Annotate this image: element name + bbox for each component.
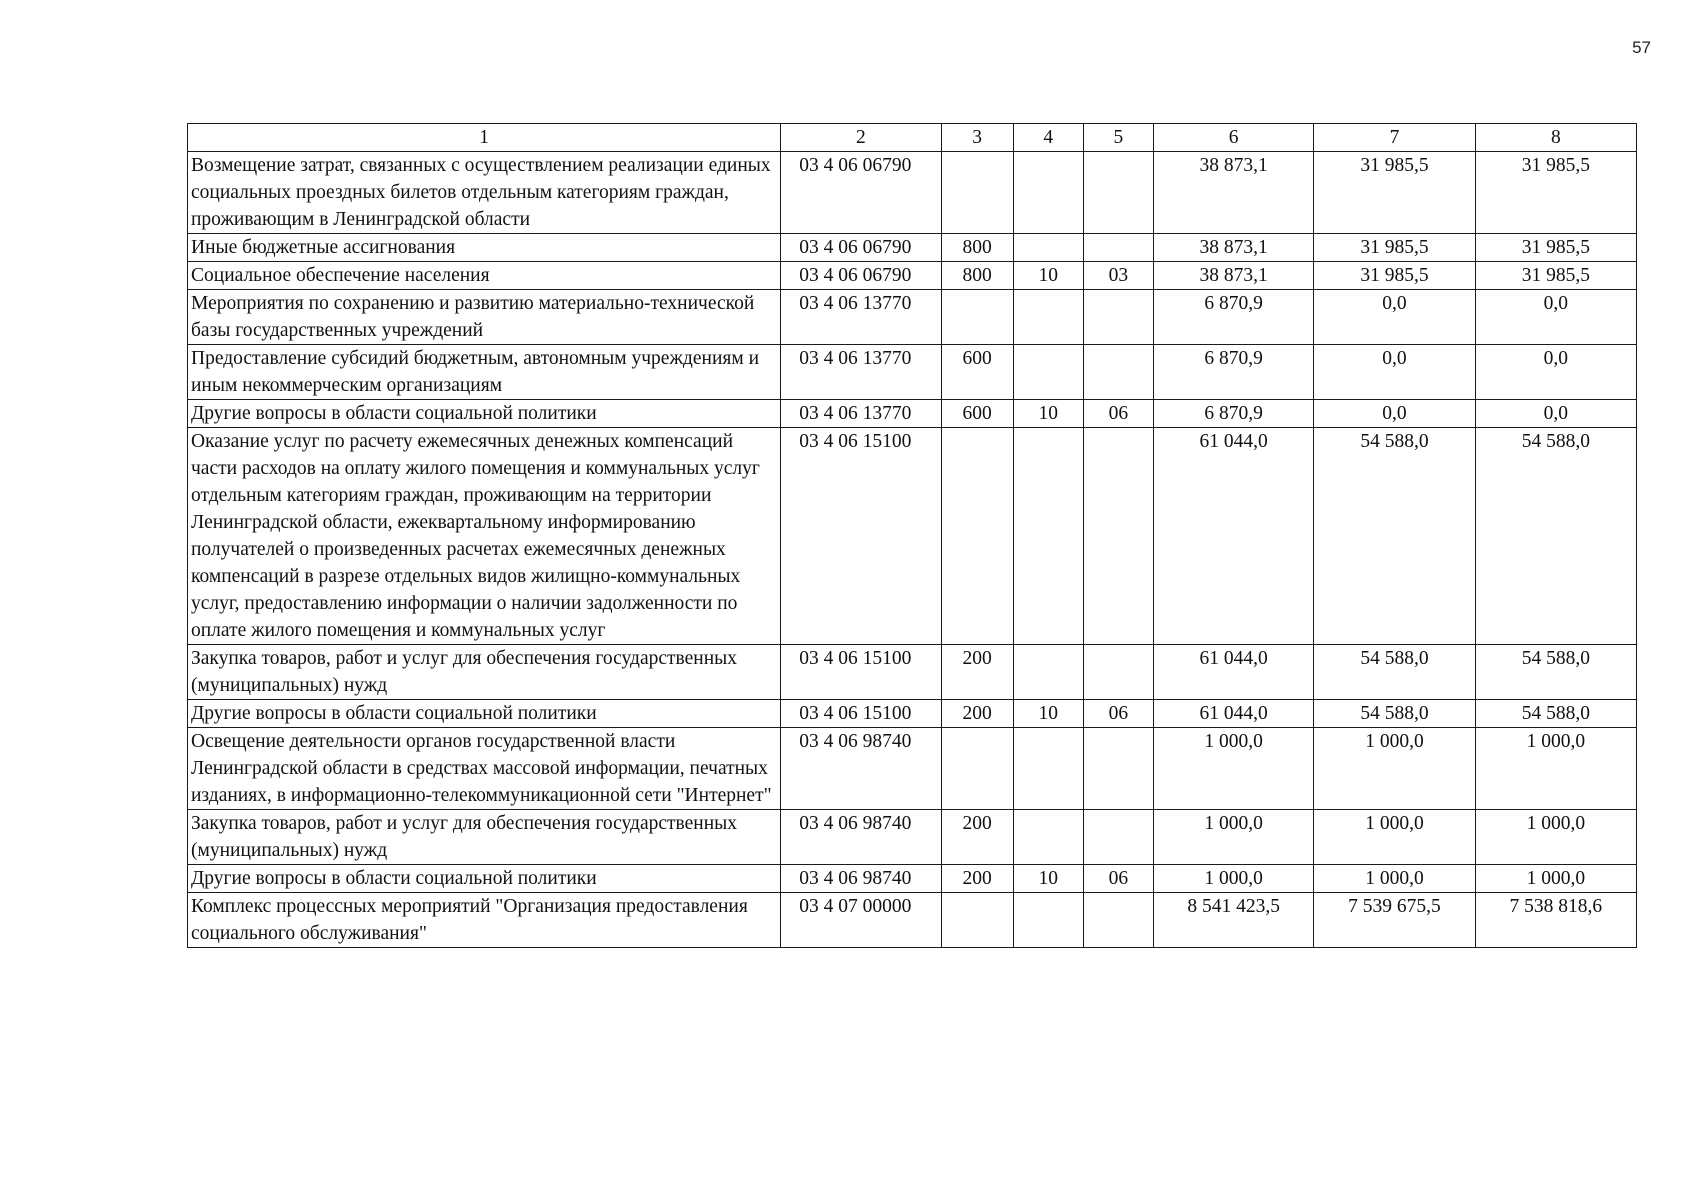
row-target-code: 03 4 07 00000 bbox=[781, 893, 941, 948]
row-target-code: 03 4 06 06790 bbox=[781, 152, 941, 234]
row-subsection bbox=[1083, 428, 1153, 645]
row-amount-6: 61 044,0 bbox=[1153, 428, 1313, 645]
table-row bbox=[188, 700, 1637, 728]
row-amount-6: 38 873,1 bbox=[1153, 262, 1313, 290]
row-target-code: 03 4 06 98740 bbox=[781, 810, 941, 865]
table-row bbox=[188, 810, 1637, 865]
row-name: Социальное обеспечение населения bbox=[188, 262, 781, 290]
row-amount-7: 0,0 bbox=[1314, 345, 1475, 400]
row-name: Комплекс процессных мероприятий "Организация предоставления социального обслуживания" bbox=[188, 893, 781, 948]
row-section: 10 bbox=[1013, 700, 1083, 728]
row-amount-7: 0,0 bbox=[1314, 400, 1475, 428]
row-subsection bbox=[1083, 728, 1153, 810]
row-subsection: 06 bbox=[1083, 400, 1153, 428]
row-amount-6: 6 870,9 bbox=[1153, 290, 1313, 345]
row-subsection bbox=[1083, 345, 1153, 400]
row-amount-7: 31 985,5 bbox=[1314, 234, 1475, 262]
row-expense-type: 600 bbox=[941, 400, 1013, 428]
row-amount-7: 7 539 675,5 bbox=[1314, 893, 1475, 948]
table-row bbox=[188, 865, 1637, 893]
row-amount-8: 54 588,0 bbox=[1475, 645, 1636, 700]
column-header: 6 bbox=[1153, 124, 1313, 152]
row-amount-8: 0,0 bbox=[1475, 345, 1636, 400]
row-amount-8: 1 000,0 bbox=[1475, 865, 1636, 893]
row-target-code: 03 4 06 06790 bbox=[781, 234, 941, 262]
row-amount-6: 1 000,0 bbox=[1153, 865, 1313, 893]
row-amount-7: 54 588,0 bbox=[1314, 645, 1475, 700]
row-amount-8: 7 538 818,6 bbox=[1475, 893, 1636, 948]
row-subsection bbox=[1083, 234, 1153, 262]
row-expense-type bbox=[941, 428, 1013, 645]
row-amount-8: 1 000,0 bbox=[1475, 728, 1636, 810]
row-target-code: 03 4 06 15100 bbox=[781, 428, 941, 645]
row-amount-7: 31 985,5 bbox=[1314, 152, 1475, 234]
row-section bbox=[1013, 810, 1083, 865]
row-amount-8: 54 588,0 bbox=[1475, 428, 1636, 645]
table-row bbox=[188, 290, 1637, 345]
row-name: Другие вопросы в области социальной политики bbox=[188, 700, 781, 728]
row-section bbox=[1013, 234, 1083, 262]
column-header: 3 bbox=[941, 124, 1013, 152]
row-subsection bbox=[1083, 893, 1153, 948]
row-name: Оказание услуг по расчету ежемесячных денежных компенсаций части расходов на оплату жилого помещения и коммунальных услуг отдельным категориям граждан, проживающим на территории Ленинградской области, ежеквартальному информированию получателей о произведенных расчетах ежемесячных денежных компенсаций в разрезе отдельных видов жилищно-коммунальных услуг, предоставлению информации о наличии задолженности по оплате жилого помещения и коммунальных услуг bbox=[188, 428, 781, 645]
table-row bbox=[188, 345, 1637, 400]
table-row bbox=[188, 645, 1637, 700]
row-name: Закупка товаров, работ и услуг для обеспечения государственных (муниципальных) нужд bbox=[188, 645, 781, 700]
row-section bbox=[1013, 428, 1083, 645]
row-target-code: 03 4 06 98740 bbox=[781, 865, 941, 893]
row-subsection bbox=[1083, 290, 1153, 345]
row-expense-type bbox=[941, 290, 1013, 345]
page-number: 57 bbox=[1632, 38, 1651, 57]
row-target-code: 03 4 06 15100 bbox=[781, 645, 941, 700]
row-amount-7: 54 588,0 bbox=[1314, 700, 1475, 728]
row-name: Другие вопросы в области социальной политики bbox=[188, 865, 781, 893]
row-name: Другие вопросы в области социальной политики bbox=[188, 400, 781, 428]
row-amount-6: 38 873,1 bbox=[1153, 152, 1313, 234]
row-target-code: 03 4 06 13770 bbox=[781, 400, 941, 428]
row-amount-8: 0,0 bbox=[1475, 400, 1636, 428]
row-expense-type bbox=[941, 728, 1013, 810]
row-amount-8: 0,0 bbox=[1475, 290, 1636, 345]
row-target-code: 03 4 06 98740 bbox=[781, 728, 941, 810]
row-amount-7: 0,0 bbox=[1314, 290, 1475, 345]
row-target-code: 03 4 06 13770 bbox=[781, 345, 941, 400]
column-header: 5 bbox=[1083, 124, 1153, 152]
row-expense-type: 200 bbox=[941, 810, 1013, 865]
table-row bbox=[188, 152, 1637, 234]
row-amount-8: 54 588,0 bbox=[1475, 700, 1636, 728]
row-amount-7: 1 000,0 bbox=[1314, 810, 1475, 865]
row-expense-type bbox=[941, 152, 1013, 234]
row-expense-type: 600 bbox=[941, 345, 1013, 400]
row-subsection bbox=[1083, 152, 1153, 234]
row-amount-6: 61 044,0 bbox=[1153, 645, 1313, 700]
row-amount-7: 1 000,0 bbox=[1314, 728, 1475, 810]
table-row bbox=[188, 893, 1637, 948]
row-section bbox=[1013, 728, 1083, 810]
table-header-row bbox=[188, 124, 1637, 152]
row-amount-6: 38 873,1 bbox=[1153, 234, 1313, 262]
row-amount-8: 31 985,5 bbox=[1475, 152, 1636, 234]
row-amount-7: 54 588,0 bbox=[1314, 428, 1475, 645]
row-subsection bbox=[1083, 645, 1153, 700]
row-name: Возмещение затрат, связанных с осуществлением реализации единых социальных проездных билетов отдельным категориям граждан, проживающим в Ленинградской области bbox=[188, 152, 781, 234]
table-row bbox=[188, 728, 1637, 810]
row-amount-8: 31 985,5 bbox=[1475, 234, 1636, 262]
row-expense-type: 200 bbox=[941, 700, 1013, 728]
column-header: 1 bbox=[188, 124, 781, 152]
column-header: 8 bbox=[1475, 124, 1636, 152]
row-amount-6: 1 000,0 bbox=[1153, 728, 1313, 810]
row-expense-type: 800 bbox=[941, 234, 1013, 262]
row-section bbox=[1013, 893, 1083, 948]
row-name: Мероприятия по сохранению и развитию материально-технической базы государственных учреждений bbox=[188, 290, 781, 345]
row-amount-7: 31 985,5 bbox=[1314, 262, 1475, 290]
row-amount-6: 6 870,9 bbox=[1153, 400, 1313, 428]
row-section: 10 bbox=[1013, 865, 1083, 893]
budget-table bbox=[187, 123, 1637, 948]
row-name: Предоставление субсидий бюджетным, автономным учреждениям и иным некоммерческим организациям bbox=[188, 345, 781, 400]
row-name: Закупка товаров, работ и услуг для обеспечения государственных (муниципальных) нужд bbox=[188, 810, 781, 865]
column-header: 4 bbox=[1013, 124, 1083, 152]
row-amount-8: 1 000,0 bbox=[1475, 810, 1636, 865]
row-section bbox=[1013, 345, 1083, 400]
row-target-code: 03 4 06 06790 bbox=[781, 262, 941, 290]
row-target-code: 03 4 06 13770 bbox=[781, 290, 941, 345]
row-subsection bbox=[1083, 810, 1153, 865]
row-expense-type: 200 bbox=[941, 645, 1013, 700]
column-header: 2 bbox=[781, 124, 941, 152]
row-expense-type: 200 bbox=[941, 865, 1013, 893]
row-section bbox=[1013, 152, 1083, 234]
row-name: Иные бюджетные ассигнования bbox=[188, 234, 781, 262]
row-expense-type: 800 bbox=[941, 262, 1013, 290]
row-subsection: 06 bbox=[1083, 865, 1153, 893]
row-name: Освещение деятельности органов государственной власти Ленинградской области в средствах массовой информации, печатных изданиях, в информационно-телекоммуникационной сети "Интернет" bbox=[188, 728, 781, 810]
row-target-code: 03 4 06 15100 bbox=[781, 700, 941, 728]
table-row bbox=[188, 428, 1637, 645]
table-row bbox=[188, 262, 1637, 290]
row-amount-6: 8 541 423,5 bbox=[1153, 893, 1313, 948]
row-amount-7: 1 000,0 bbox=[1314, 865, 1475, 893]
table-row bbox=[188, 234, 1637, 262]
row-section: 10 bbox=[1013, 400, 1083, 428]
row-expense-type bbox=[941, 893, 1013, 948]
row-amount-6: 1 000,0 bbox=[1153, 810, 1313, 865]
row-amount-8: 31 985,5 bbox=[1475, 262, 1636, 290]
row-section: 10 bbox=[1013, 262, 1083, 290]
row-subsection: 06 bbox=[1083, 700, 1153, 728]
row-section bbox=[1013, 290, 1083, 345]
row-subsection: 03 bbox=[1083, 262, 1153, 290]
row-amount-6: 61 044,0 bbox=[1153, 700, 1313, 728]
row-amount-6: 6 870,9 bbox=[1153, 345, 1313, 400]
table-row bbox=[188, 400, 1637, 428]
column-header: 7 bbox=[1314, 124, 1475, 152]
row-section bbox=[1013, 645, 1083, 700]
